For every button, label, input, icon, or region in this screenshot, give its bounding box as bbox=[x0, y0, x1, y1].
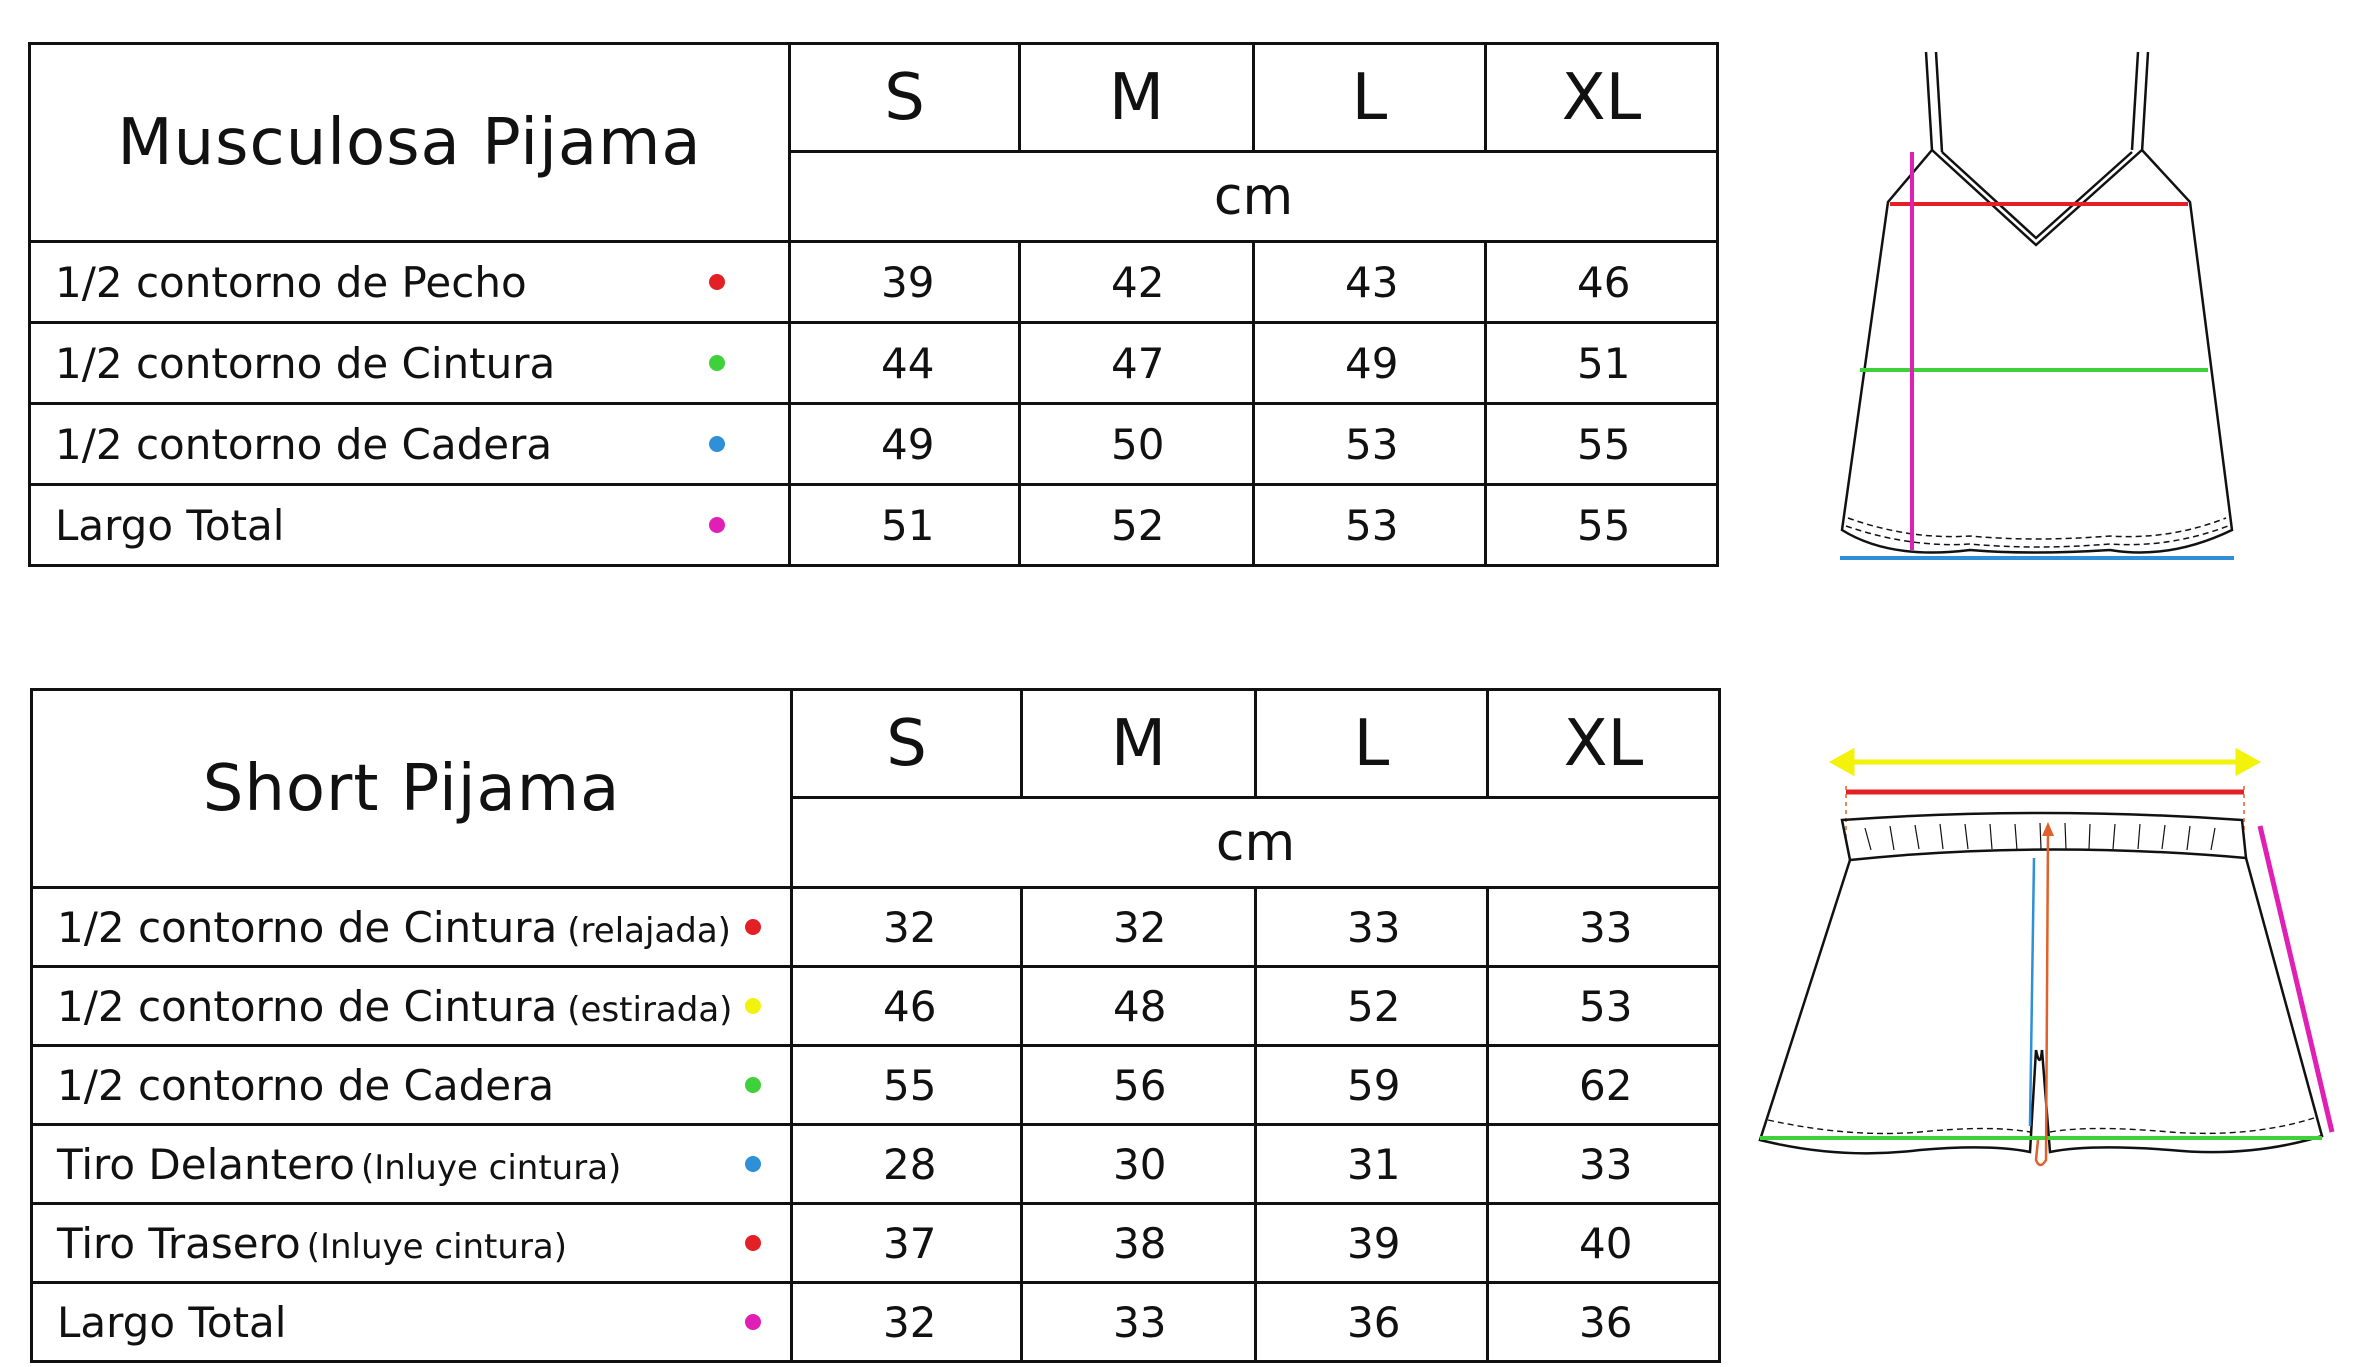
value-cell-s: 37 bbox=[792, 1204, 1022, 1283]
unit-header: cm bbox=[792, 798, 1720, 888]
measure-label: 1/2 contorno de Cintura bbox=[57, 981, 558, 1031]
table-row bbox=[32, 888, 1720, 967]
musculosa-size-table bbox=[28, 42, 1719, 567]
table-row bbox=[32, 967, 1720, 1046]
value-cell-xl: 36 bbox=[1488, 1283, 1720, 1362]
unit-header: cm bbox=[790, 152, 1718, 242]
measure-note: (Inluye cintura) bbox=[306, 1226, 568, 1267]
value-cell-m: 33 bbox=[1022, 1283, 1256, 1362]
measure-label: 1/2 contorno de Cadera bbox=[55, 419, 553, 469]
size-header-s: S bbox=[790, 44, 1020, 152]
value-cell-s: 46 bbox=[792, 967, 1022, 1046]
value-cell-m: 42 bbox=[1020, 242, 1254, 323]
shorts-illustration bbox=[1750, 740, 2340, 1200]
value-cell-s: 55 bbox=[792, 1046, 1022, 1125]
measure-label-cell bbox=[30, 485, 790, 566]
short-size-table bbox=[30, 688, 1721, 1363]
value-cell-s: 32 bbox=[792, 888, 1022, 967]
value-cell-xl: 40 bbox=[1488, 1204, 1720, 1283]
value-cell-l: 31 bbox=[1256, 1125, 1488, 1204]
value-cell-l: 43 bbox=[1254, 242, 1486, 323]
measure-label: Largo Total bbox=[57, 1297, 287, 1347]
color-dot-icon bbox=[745, 1156, 761, 1172]
value-cell-s: 49 bbox=[790, 404, 1020, 485]
value-cell-l: 39 bbox=[1256, 1204, 1488, 1283]
size-header-xl: XL bbox=[1486, 44, 1718, 152]
measure-label: Tiro Trasero bbox=[57, 1218, 301, 1268]
value-cell-m: 38 bbox=[1022, 1204, 1256, 1283]
table-row bbox=[30, 485, 1718, 566]
measure-label: 1/2 contorno de Cintura bbox=[55, 338, 556, 388]
value-cell-xl: 33 bbox=[1488, 1125, 1720, 1204]
measure-label-cell bbox=[32, 967, 792, 1046]
color-dot-icon bbox=[745, 919, 761, 935]
value-cell-s: 51 bbox=[790, 485, 1020, 566]
value-cell-m: 47 bbox=[1020, 323, 1254, 404]
value-cell-l: 49 bbox=[1254, 323, 1486, 404]
value-cell-m: 52 bbox=[1020, 485, 1254, 566]
color-dot-icon bbox=[745, 998, 761, 1014]
value-cell-l: 59 bbox=[1256, 1046, 1488, 1125]
value-cell-l: 36 bbox=[1256, 1283, 1488, 1362]
value-cell-m: 48 bbox=[1022, 967, 1256, 1046]
size-header-l: L bbox=[1256, 690, 1488, 798]
table-row bbox=[32, 1125, 1720, 1204]
measure-note: (Inluye cintura) bbox=[360, 1147, 622, 1188]
measure-label-cell bbox=[30, 404, 790, 485]
measure-label-cell bbox=[30, 242, 790, 323]
measure-label-cell bbox=[32, 1046, 792, 1125]
color-dot-icon bbox=[709, 274, 725, 290]
measure-label-cell bbox=[32, 1204, 792, 1283]
value-cell-l: 52 bbox=[1256, 967, 1488, 1046]
measure-label: Tiro Delantero bbox=[57, 1139, 355, 1189]
table-title: Short Pijama bbox=[32, 690, 792, 888]
table-title: Musculosa Pijama bbox=[30, 44, 790, 242]
value-cell-xl: 33 bbox=[1488, 888, 1720, 967]
measure-label: 1/2 contorno de Cintura bbox=[57, 902, 558, 952]
measure-label-cell bbox=[32, 888, 792, 967]
measure-label-cell bbox=[32, 1125, 792, 1204]
table-row bbox=[30, 323, 1718, 404]
size-header-m: M bbox=[1022, 690, 1256, 798]
value-cell-m: 50 bbox=[1020, 404, 1254, 485]
color-dot-icon bbox=[745, 1235, 761, 1251]
value-cell-xl: 53 bbox=[1488, 967, 1720, 1046]
measure-label: Largo Total bbox=[55, 500, 285, 550]
measure-note: (estirada) bbox=[567, 989, 733, 1030]
size-header-xl: XL bbox=[1488, 690, 1720, 798]
measure-note: (relajada) bbox=[567, 910, 731, 951]
value-cell-l: 53 bbox=[1254, 485, 1486, 566]
measure-label: 1/2 contorno de Cadera bbox=[57, 1060, 555, 1110]
length-measure-line bbox=[2260, 826, 2332, 1132]
measure-label-cell bbox=[32, 1283, 792, 1362]
size-header-l: L bbox=[1254, 44, 1486, 152]
table-row bbox=[30, 242, 1718, 323]
measure-label-cell bbox=[30, 323, 790, 404]
value-cell-s: 32 bbox=[792, 1283, 1022, 1362]
value-cell-l: 33 bbox=[1256, 888, 1488, 967]
color-dot-icon bbox=[745, 1077, 761, 1093]
value-cell-s: 44 bbox=[790, 323, 1020, 404]
value-cell-xl: 55 bbox=[1486, 485, 1718, 566]
value-cell-m: 30 bbox=[1022, 1125, 1256, 1204]
value-cell-xl: 51 bbox=[1486, 323, 1718, 404]
size-header-s: S bbox=[792, 690, 1022, 798]
table-row bbox=[30, 404, 1718, 485]
color-dot-icon bbox=[709, 436, 725, 452]
color-dot-icon bbox=[745, 1314, 761, 1330]
table-row bbox=[32, 1283, 1720, 1362]
value-cell-xl: 55 bbox=[1486, 404, 1718, 485]
value-cell-m: 32 bbox=[1022, 888, 1256, 967]
value-cell-m: 56 bbox=[1022, 1046, 1256, 1125]
tank-top-illustration bbox=[1820, 40, 2240, 570]
value-cell-xl: 62 bbox=[1488, 1046, 1720, 1125]
table-row bbox=[32, 1204, 1720, 1283]
value-cell-l: 53 bbox=[1254, 404, 1486, 485]
color-dot-icon bbox=[709, 517, 725, 533]
color-dot-icon bbox=[709, 355, 725, 371]
measure-label: 1/2 contorno de Pecho bbox=[55, 257, 527, 307]
table-row bbox=[32, 1046, 1720, 1125]
size-header-m: M bbox=[1020, 44, 1254, 152]
back-rise-line bbox=[2036, 832, 2048, 1165]
value-cell-s: 28 bbox=[792, 1125, 1022, 1204]
value-cell-s: 39 bbox=[790, 242, 1020, 323]
value-cell-xl: 46 bbox=[1486, 242, 1718, 323]
